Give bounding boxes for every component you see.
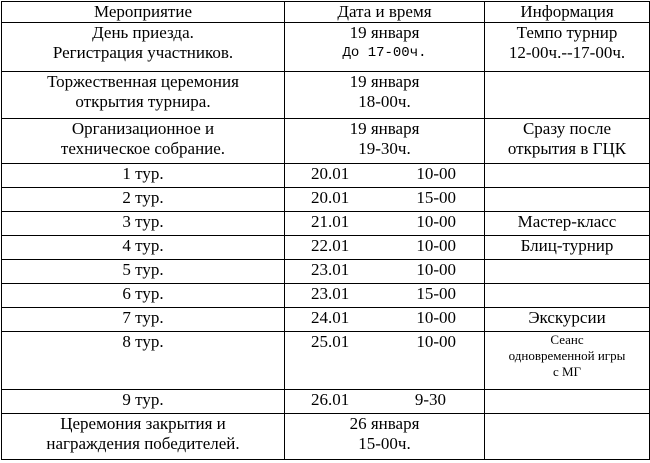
event-cell: 9 тур. xyxy=(2,390,285,414)
event-line: техническое собрание. xyxy=(60,139,226,158)
header-info: Информация xyxy=(485,2,650,23)
table-row xyxy=(2,188,650,212)
info-cell xyxy=(485,284,650,308)
table-row xyxy=(2,212,650,236)
info-cell xyxy=(485,164,650,188)
event-cell: 7 тур. xyxy=(2,308,285,332)
event-line: Регистрация участников. xyxy=(52,43,234,62)
info-cell xyxy=(485,72,650,119)
round-time: 10-00 xyxy=(416,260,456,279)
info-cell xyxy=(485,414,650,460)
round-date: 24.01 xyxy=(311,308,350,327)
table-row xyxy=(2,308,650,332)
round-date: 23.01 xyxy=(311,260,350,279)
round-time: 10-00 xyxy=(416,236,456,255)
info-line: 12-00ч.--17-00ч. xyxy=(508,43,626,62)
event-cell: 3 тур. xyxy=(2,212,285,236)
info-line: Сеанс xyxy=(550,332,584,347)
round-time: 9-30 xyxy=(414,390,446,409)
date-line: 26 января xyxy=(349,414,420,433)
event-line: открытия турнира. xyxy=(75,92,211,111)
date-cell xyxy=(285,188,485,212)
event-line: Церемония закрытия и xyxy=(60,414,226,433)
schedule-table xyxy=(1,1,650,460)
round-date: 23.01 xyxy=(311,284,350,303)
round-date: 20.01 xyxy=(311,188,350,207)
event-cell: 1 тур. xyxy=(2,164,285,188)
header-event: Мероприятие xyxy=(2,2,285,23)
event-cell: 2 тур. xyxy=(2,188,285,212)
info-cell xyxy=(485,260,650,284)
info-cell: Мастер-класс xyxy=(485,212,650,236)
event-cell: 5 тур. xyxy=(2,260,285,284)
table-row xyxy=(2,284,650,308)
event-cell xyxy=(2,23,285,72)
date-line: 19 января xyxy=(349,72,420,91)
table-row xyxy=(2,236,650,260)
info-line: Темпо турнир xyxy=(516,23,618,42)
time-line: 19-30ч. xyxy=(358,139,411,158)
header-date: Дата и время xyxy=(285,2,485,23)
event-cell xyxy=(2,119,285,164)
date-line: 19 января xyxy=(349,23,420,42)
table-row xyxy=(2,414,650,460)
table-row xyxy=(2,332,650,390)
date-cell xyxy=(285,260,485,284)
info-line: одновременной игры xyxy=(508,348,626,363)
round-time: 15-00 xyxy=(416,188,456,207)
round-time: 10-00 xyxy=(416,332,456,351)
time-line: 18-00ч. xyxy=(358,92,411,111)
time-line: 15-00ч. xyxy=(358,434,411,453)
table-row xyxy=(2,72,650,119)
date-cell xyxy=(285,284,485,308)
header-row xyxy=(2,2,650,23)
round-date: 26.01 xyxy=(311,390,350,409)
table-row xyxy=(2,119,650,164)
event-line: Организационное и xyxy=(71,119,215,138)
time-line: До 17-00ч. xyxy=(342,45,427,61)
round-date: 25.01 xyxy=(311,332,350,351)
round-time: 10-00 xyxy=(416,308,456,327)
info-cell xyxy=(485,390,650,414)
info-line: Сразу после xyxy=(522,119,612,138)
info-cell xyxy=(485,188,650,212)
info-line: с МГ xyxy=(552,364,582,379)
round-time: 15-00 xyxy=(416,284,456,303)
date-cell xyxy=(285,390,485,414)
event-cell: 4 тур. xyxy=(2,236,285,260)
info-cell: Блиц-турнир xyxy=(485,236,650,260)
round-time: 10-00 xyxy=(416,212,456,231)
table-row xyxy=(2,390,650,414)
event-cell xyxy=(2,72,285,119)
date-cell xyxy=(285,164,485,188)
round-date: 21.01 xyxy=(311,212,350,231)
table-row xyxy=(2,164,650,188)
info-cell xyxy=(485,332,650,390)
info-cell xyxy=(485,23,650,72)
info-cell xyxy=(485,119,650,164)
table-row xyxy=(2,260,650,284)
round-date: 22.01 xyxy=(311,236,350,255)
round-time: 10-00 xyxy=(416,164,456,183)
event-line: День приезда. xyxy=(92,23,194,42)
info-cell: Экскурсии xyxy=(485,308,650,332)
table-row xyxy=(2,23,650,72)
event-cell: 8 тур. xyxy=(2,332,285,390)
date-cell xyxy=(285,23,485,72)
date-cell xyxy=(285,72,485,119)
date-cell xyxy=(285,332,485,390)
round-date: 20.01 xyxy=(311,164,350,183)
event-line: Торжественная церемония xyxy=(47,72,239,91)
info-line: открытия в ГЦК xyxy=(507,139,627,158)
event-cell: 6 тур. xyxy=(2,284,285,308)
date-line: 19 января xyxy=(349,119,420,138)
date-cell xyxy=(285,308,485,332)
event-cell xyxy=(2,414,285,460)
date-cell xyxy=(285,119,485,164)
event-line: награждения победителей. xyxy=(46,434,240,453)
date-cell xyxy=(285,236,485,260)
date-cell xyxy=(285,212,485,236)
date-cell xyxy=(285,414,485,460)
